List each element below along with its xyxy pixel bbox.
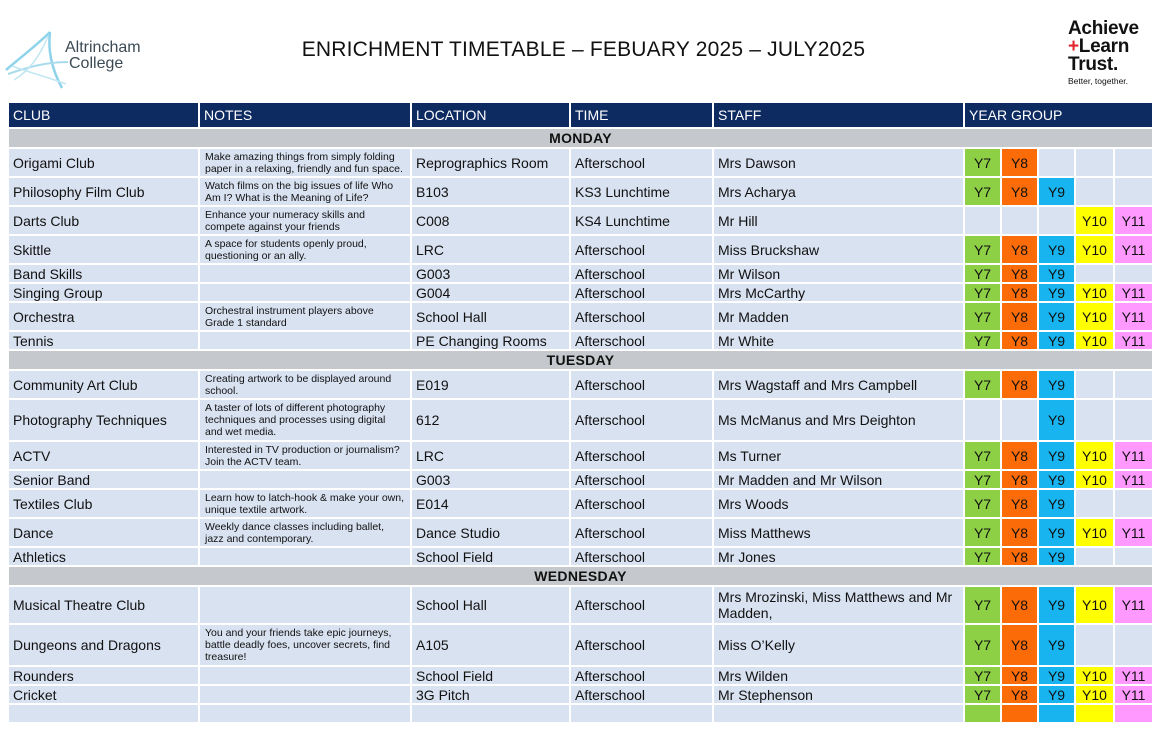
year-badge: Y11 xyxy=(1114,685,1153,704)
location-cell: Reprographics Room xyxy=(411,148,570,177)
year-badge xyxy=(1075,370,1114,399)
time-cell: Afterschool xyxy=(570,148,713,177)
year-badge: Y7 xyxy=(964,177,1001,206)
year-badge xyxy=(1075,177,1114,206)
location-cell: C008 xyxy=(411,206,570,235)
year-badge: Y10 xyxy=(1075,685,1114,704)
year-badge: Y11 xyxy=(1114,283,1153,302)
year-badge xyxy=(964,206,1001,235)
club-cell: Singing Group xyxy=(8,283,199,302)
year-badge: Y9 xyxy=(1038,370,1075,399)
location-cell: School Field xyxy=(411,547,570,566)
club-cell: Community Art Club xyxy=(8,370,199,399)
location-cell: B103 xyxy=(411,177,570,206)
year-badge: Y9 xyxy=(1038,441,1075,470)
staff-cell xyxy=(713,704,964,723)
year-badge: Y9 xyxy=(1038,177,1075,206)
staff-cell: Mrs Mrozinski, Miss Matthews and Mr Madden, xyxy=(713,586,964,624)
staff-cell: Ms McManus and Mrs Deighton xyxy=(713,399,964,441)
year-badge: Y7 xyxy=(964,148,1001,177)
notes-cell: Make amazing things from simply folding paper in a relaxing, friendly and fun space. xyxy=(199,148,411,177)
club-cell: Senior Band xyxy=(8,470,199,489)
club-cell: Band Skills xyxy=(8,264,199,283)
location-cell: LRC xyxy=(411,441,570,470)
year-badge xyxy=(1075,399,1114,441)
year-badge: Y7 xyxy=(964,470,1001,489)
notes-cell: A taster of lots of different photography techniques and processes using digital and wet media. xyxy=(199,399,411,441)
notes-cell: You and your friends take epic journeys, battle deadly foes, uncover secrets, find treasure! xyxy=(199,624,411,666)
time-cell: Afterschool xyxy=(570,235,713,264)
trust-logo xyxy=(1068,20,1166,94)
year-badge: Y7 xyxy=(964,547,1001,566)
year-badge: Y9 xyxy=(1038,399,1075,441)
year-badge: Y9 xyxy=(1038,302,1075,331)
year-badge: Y7 xyxy=(964,489,1001,518)
time-cell: Afterschool xyxy=(570,489,713,518)
year-badge: Y9 xyxy=(1038,624,1075,666)
notes-cell xyxy=(199,547,411,566)
time-cell: Afterschool xyxy=(570,441,713,470)
year-badge: Y11 xyxy=(1114,441,1153,470)
time-cell: KS3 Lunchtime xyxy=(570,177,713,206)
notes-cell xyxy=(199,283,411,302)
year-badge: Y11 xyxy=(1114,331,1153,350)
year-badge: Y8 xyxy=(1001,441,1038,470)
year-badge: Y8 xyxy=(1001,547,1038,566)
year-badge: Y8 xyxy=(1001,489,1038,518)
table-row xyxy=(8,547,1153,566)
year-badge: Y8 xyxy=(1001,148,1038,177)
year-badge: Y10 xyxy=(1075,302,1114,331)
year-badge: Y10 xyxy=(1075,666,1114,685)
year-badge: Y7 xyxy=(964,283,1001,302)
location-cell: School Hall xyxy=(411,586,570,624)
staff-cell: Mrs Woods xyxy=(713,489,964,518)
club-cell: Orchestra xyxy=(8,302,199,331)
year-badge: Y7 xyxy=(964,331,1001,350)
year-badge xyxy=(1114,148,1153,177)
year-badge: Y8 xyxy=(1001,685,1038,704)
notes-cell xyxy=(199,685,411,704)
column-header-club: CLUB xyxy=(8,102,199,128)
column-header-time: TIME xyxy=(570,102,713,128)
time-cell: Afterschool xyxy=(570,586,713,624)
location-cell: G003 xyxy=(411,470,570,489)
table-row xyxy=(8,489,1153,518)
notes-cell: Learn how to latch-hook & make your own, unique textile artwork. xyxy=(199,489,411,518)
year-badge xyxy=(1075,547,1114,566)
trust-plus-icon: + xyxy=(1068,36,1079,57)
time-cell: Afterschool xyxy=(570,399,713,441)
page-header xyxy=(0,0,1167,100)
year-badge: Y11 xyxy=(1114,586,1153,624)
table-header-row xyxy=(8,102,1153,128)
year-badge: Y7 xyxy=(964,518,1001,547)
day-row xyxy=(8,566,1153,586)
year-badge xyxy=(1114,264,1153,283)
year-badge xyxy=(964,704,1001,723)
time-cell xyxy=(570,704,713,723)
table-row xyxy=(8,370,1153,399)
year-badge: Y9 xyxy=(1038,264,1075,283)
year-badge: Y8 xyxy=(1001,235,1038,264)
year-badge: Y7 xyxy=(964,624,1001,666)
notes-cell xyxy=(199,331,411,350)
club-cell: Tennis xyxy=(8,331,199,350)
location-cell: G003 xyxy=(411,264,570,283)
year-badge: Y9 xyxy=(1038,547,1075,566)
year-badge xyxy=(1001,399,1038,441)
year-badge: Y7 xyxy=(964,302,1001,331)
year-badge xyxy=(1114,547,1153,566)
year-badge: Y8 xyxy=(1001,177,1038,206)
staff-cell: Mrs Acharya xyxy=(713,177,964,206)
timetable-body xyxy=(8,128,1153,723)
notes-cell: A space for students openly proud, questioning or an ally. xyxy=(199,235,411,264)
club-cell: Photography Techniques xyxy=(8,399,199,441)
location-cell: LRC xyxy=(411,235,570,264)
table-row xyxy=(8,518,1153,547)
day-row xyxy=(8,128,1153,148)
table-row xyxy=(8,704,1153,723)
day-label: MONDAY xyxy=(8,128,1153,148)
club-cell: Philosophy Film Club xyxy=(8,177,199,206)
time-cell: Afterschool xyxy=(570,666,713,685)
year-badge xyxy=(1114,177,1153,206)
location-cell: School Hall xyxy=(411,302,570,331)
year-badge xyxy=(964,399,1001,441)
notes-cell: Watch films on the big issues of life Who Am I? What is the Meaning of Life? xyxy=(199,177,411,206)
trust-line3: Trust. xyxy=(1068,54,1118,75)
time-cell: Afterschool xyxy=(570,283,713,302)
column-header-staff: STAFF xyxy=(713,102,964,128)
year-badge xyxy=(1114,399,1153,441)
year-badge: Y8 xyxy=(1001,470,1038,489)
table-row xyxy=(8,399,1153,441)
staff-cell: Miss Bruckshaw xyxy=(713,235,964,264)
year-badge xyxy=(1001,206,1038,235)
year-badge: Y10 xyxy=(1075,206,1114,235)
year-badge: Y8 xyxy=(1001,624,1038,666)
staff-cell: Mr White xyxy=(713,331,964,350)
day-row xyxy=(8,350,1153,370)
year-badge xyxy=(1114,370,1153,399)
day-label: TUESDAY xyxy=(8,350,1153,370)
year-badge: Y11 xyxy=(1114,518,1153,547)
year-badge: Y9 xyxy=(1038,331,1075,350)
trust-tagline: Better, together. xyxy=(1068,76,1129,86)
college-name-line1: Altrincham xyxy=(65,39,141,56)
year-badge: Y9 xyxy=(1038,283,1075,302)
table-row xyxy=(8,331,1153,350)
year-badge: Y10 xyxy=(1075,441,1114,470)
year-badge xyxy=(1114,704,1153,723)
staff-cell: Mr Wilson xyxy=(713,264,964,283)
club-cell: Origami Club xyxy=(8,148,199,177)
year-badge: Y10 xyxy=(1075,283,1114,302)
year-badge: Y10 xyxy=(1075,470,1114,489)
year-badge: Y8 xyxy=(1001,302,1038,331)
column-header-year-group: YEAR GROUP xyxy=(964,102,1153,128)
time-cell: Afterschool xyxy=(570,331,713,350)
column-header-location: LOCATION xyxy=(411,102,570,128)
table-row xyxy=(8,470,1153,489)
table-row xyxy=(8,148,1153,177)
year-badge: Y8 xyxy=(1001,586,1038,624)
club-cell: Skittle xyxy=(8,235,199,264)
table-row xyxy=(8,441,1153,470)
staff-cell: Mr Jones xyxy=(713,547,964,566)
notes-cell xyxy=(199,586,411,624)
club-cell: Darts Club xyxy=(8,206,199,235)
year-badge: Y10 xyxy=(1075,518,1114,547)
year-badge xyxy=(1075,624,1114,666)
club-cell xyxy=(8,704,199,723)
notes-cell: Enhance your numeracy skills and compete against your friends xyxy=(199,206,411,235)
table-row xyxy=(8,586,1153,624)
year-badge: Y7 xyxy=(964,685,1001,704)
year-badge: Y7 xyxy=(964,666,1001,685)
location-cell: E019 xyxy=(411,370,570,399)
year-badge: Y9 xyxy=(1038,470,1075,489)
table-row xyxy=(8,264,1153,283)
location-cell: A105 xyxy=(411,624,570,666)
table-row xyxy=(8,624,1153,666)
year-badge: Y8 xyxy=(1001,283,1038,302)
year-badge: Y7 xyxy=(964,370,1001,399)
column-header-notes: NOTES xyxy=(199,102,411,128)
time-cell: Afterschool xyxy=(570,685,713,704)
college-name-line2: College xyxy=(69,55,124,72)
year-badge: Y11 xyxy=(1114,302,1153,331)
time-cell: Afterschool xyxy=(570,264,713,283)
year-badge xyxy=(1038,206,1075,235)
year-badge: Y9 xyxy=(1038,586,1075,624)
time-cell: Afterschool xyxy=(570,624,713,666)
day-label: WEDNESDAY xyxy=(8,566,1153,586)
time-cell: Afterschool xyxy=(570,547,713,566)
table-row xyxy=(8,206,1153,235)
year-badge: Y8 xyxy=(1001,518,1038,547)
table-row xyxy=(8,685,1153,704)
year-badge xyxy=(1114,624,1153,666)
year-badge xyxy=(1075,148,1114,177)
trust-line1: Achieve xyxy=(1068,18,1139,39)
year-badge: Y9 xyxy=(1038,666,1075,685)
staff-cell: Mr Madden and Mr Wilson xyxy=(713,470,964,489)
club-cell: Musical Theatre Club xyxy=(8,586,199,624)
time-cell: Afterschool xyxy=(570,518,713,547)
club-cell: Cricket xyxy=(8,685,199,704)
year-badge: Y8 xyxy=(1001,666,1038,685)
year-badge xyxy=(1075,489,1114,518)
year-badge: Y10 xyxy=(1075,331,1114,350)
location-cell: E014 xyxy=(411,489,570,518)
club-cell: Rounders xyxy=(8,666,199,685)
staff-cell: Mrs McCarthy xyxy=(713,283,964,302)
staff-cell: Mr Stephenson xyxy=(713,685,964,704)
year-badge xyxy=(1038,704,1075,723)
year-badge: Y8 xyxy=(1001,370,1038,399)
notes-cell: Interested in TV production or journalism? Join the ACTV team. xyxy=(199,441,411,470)
table-row xyxy=(8,283,1153,302)
time-cell: KS4 Lunchtime xyxy=(570,206,713,235)
location-cell xyxy=(411,704,570,723)
location-cell: School Field xyxy=(411,666,570,685)
year-badge: Y11 xyxy=(1114,470,1153,489)
year-badge: Y8 xyxy=(1001,264,1038,283)
year-badge: Y11 xyxy=(1114,206,1153,235)
trust-line2: Learn xyxy=(1078,36,1130,57)
location-cell: G004 xyxy=(411,283,570,302)
staff-cell: Mrs Dawson xyxy=(713,148,964,177)
page-title: ENRICHMENT TIMETABLE – FEBUARY 2025 – JULY2025 xyxy=(301,38,866,61)
year-badge xyxy=(1075,264,1114,283)
year-badge: Y9 xyxy=(1038,235,1075,264)
year-badge: Y9 xyxy=(1038,489,1075,518)
year-badge: Y10 xyxy=(1075,235,1114,264)
year-badge: Y10 xyxy=(1075,586,1114,624)
location-cell: Dance Studio xyxy=(411,518,570,547)
staff-cell: Mr Hill xyxy=(713,206,964,235)
club-cell: ACTV xyxy=(8,441,199,470)
location-cell: 612 xyxy=(411,399,570,441)
staff-cell: Miss Matthews xyxy=(713,518,964,547)
notes-cell: Creating artwork to be displayed around school. xyxy=(199,370,411,399)
table-row xyxy=(8,177,1153,206)
notes-cell: Orchestral instrument players above Grade 1 standard xyxy=(199,302,411,331)
staff-cell: Mrs Wilden xyxy=(713,666,964,685)
year-badge: Y11 xyxy=(1114,235,1153,264)
notes-cell xyxy=(199,704,411,723)
year-badge: Y9 xyxy=(1038,518,1075,547)
year-badge: Y11 xyxy=(1114,666,1153,685)
year-badge xyxy=(1038,148,1075,177)
year-badge: Y7 xyxy=(964,586,1001,624)
table-row xyxy=(8,235,1153,264)
time-cell: Afterschool xyxy=(570,370,713,399)
table-row xyxy=(8,302,1153,331)
notes-cell xyxy=(199,264,411,283)
staff-cell: Miss O’Kelly xyxy=(713,624,964,666)
location-cell: 3G Pitch xyxy=(411,685,570,704)
staff-cell: Ms Turner xyxy=(713,441,964,470)
timetable xyxy=(7,101,1154,724)
year-badge: Y8 xyxy=(1001,331,1038,350)
year-badge xyxy=(1001,704,1038,723)
year-badge: Y9 xyxy=(1038,685,1075,704)
year-badge xyxy=(1075,704,1114,723)
year-badge: Y7 xyxy=(964,264,1001,283)
time-cell: Afterschool xyxy=(570,302,713,331)
year-badge: Y7 xyxy=(964,235,1001,264)
notes-cell: Weekly dance classes including ballet, jazz and contemporary. xyxy=(199,518,411,547)
location-cell: PE Changing Rooms xyxy=(411,331,570,350)
year-badge: Y7 xyxy=(964,441,1001,470)
time-cell: Afterschool xyxy=(570,470,713,489)
club-cell: Textiles Club xyxy=(8,489,199,518)
table-row xyxy=(8,666,1153,685)
notes-cell xyxy=(199,470,411,489)
staff-cell: Mr Madden xyxy=(713,302,964,331)
club-cell: Athletics xyxy=(8,547,199,566)
staff-cell: Mrs Wagstaff and Mrs Campbell xyxy=(713,370,964,399)
notes-cell xyxy=(199,666,411,685)
club-cell: Dungeons and Dragons xyxy=(8,624,199,666)
year-badge xyxy=(1114,489,1153,518)
club-cell: Dance xyxy=(8,518,199,547)
